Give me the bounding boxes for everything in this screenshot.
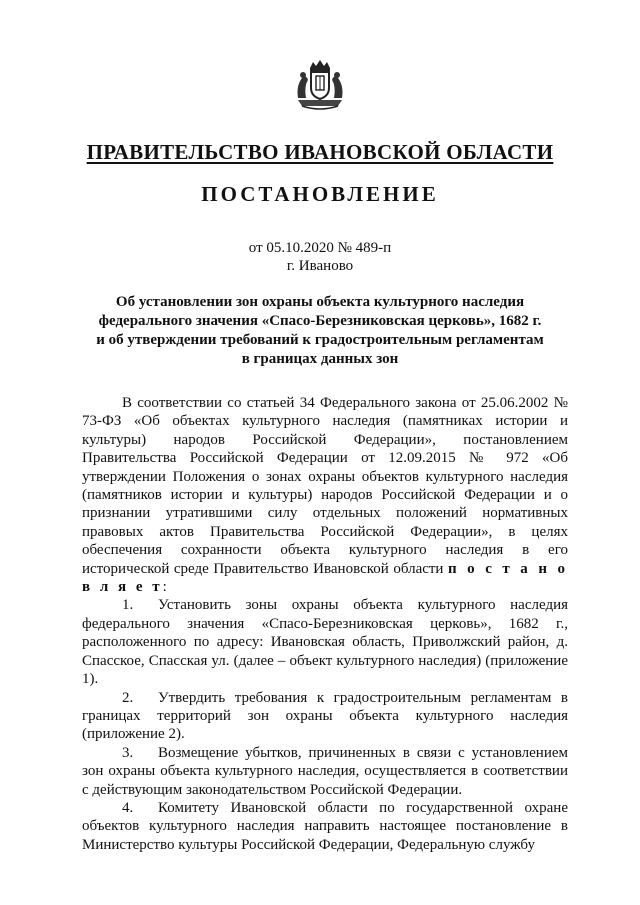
paragraph-text: Комитету Ивановской области по государственной охране объектов культурного наследия направить настоящее постановление в Министерство культуры Российской Федерации, Федеральную службу [82,799,568,853]
document-body [82,394,568,854]
paragraph-number: 3. [122,744,134,761]
document-city: г. Иваново [286,258,354,274]
paragraph-number: 2. [122,689,134,706]
coat-of-arms-emblem [292,58,348,114]
document-title [80,293,560,369]
title-line: Об установлении зон охраны объекта культурного наследия [115,294,525,310]
document-date-number: от 05.10.2020 № 489-п [248,240,392,256]
resolves-colon: : [162,579,167,596]
paragraph-text: Утвердить требования к градостроительным регламентам в границах территорий зон охраны объекта культурного наследия (приложение 2). [82,689,568,743]
paragraph-text: Возмещение убытков, причиненных в связи с установлением зон охраны объекта культурного наследия, осуществляется в соответствии с действующим законодательством Российской Федерации. [82,744,568,798]
numbered-paragraph [82,689,568,744]
preamble-text: В соответствии со статьей 34 Федерального закона от 25.06.2002 № 73-ФЗ «Об объектах культурного наследия (памятниках истории и культуры) народов Российской Федерации», постановлением Правительства Российской Федерации от 12.09.2015 № 972 «Об утверждении Положения о зонах охраны объектов культурного наследия (памятников истории и культуры) народов Российской Федерации и о признании утратившими силу отдельных положений нормативных правовых актов Правительства Российской Федерации», в целях обеспечения сохранности объекта культурного наследия в его исторической среде Правительство Ивановской области [82,395,568,577]
numbered-paragraph [82,799,568,854]
title-line: и об утверждении требований к градостроительным регламентам [96,332,544,348]
paragraph-number: 1. [122,597,134,614]
preamble-paragraph [82,394,568,596]
organization-name: ПРАВИТЕЛЬСТВО ИВАНОВСКОЙ ОБЛАСТИ [86,140,554,164]
resolves-word: п о с т а н о в л я е т [82,560,568,596]
numbered-paragraph [82,744,568,799]
title-line: федерального значения «Спасо-Березниковская церковь», 1682 г. [98,313,542,329]
document-type: ПОСТАНОВЛЕНИЕ [201,182,439,206]
title-line: в границах данных зон [241,351,399,367]
paragraph-number: 4. [122,799,134,816]
paragraph-text: Установить зоны охраны объекта культурного наследия федерального значения «Спасо-Березниковская церковь», 1682 г., расположенного по адресу: Ивановская область, Приволжский район, д. Спасское, Спасская ул. (далее – объект культурного наследия) (приложение 1). [82,597,568,688]
numbered-paragraph [82,596,568,688]
